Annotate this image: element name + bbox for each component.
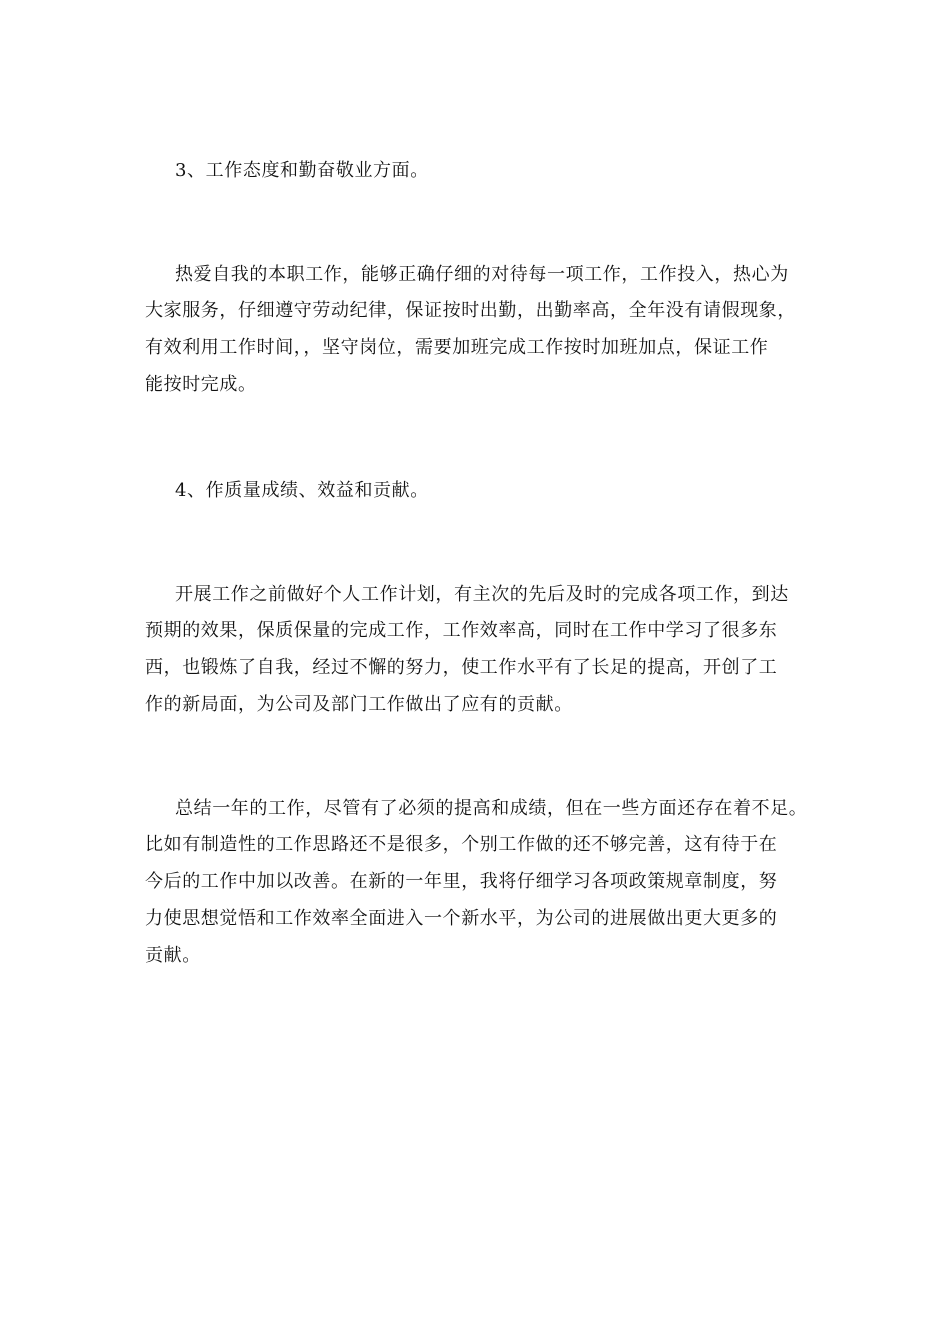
paragraph-line: 力使思想觉悟和工作效率全面进入一个新水平，为公司的进展做出更大更多的 [145,908,778,929]
paragraph-line: 开展工作之前做好个人工作计划，有主次的先后及时的完成各项工作，到达 [175,584,789,605]
paragraph-line: 贡献。 [145,945,201,966]
paragraph-line: 作的新局面，为公司及部门工作做出了应有的贡献。 [145,694,573,715]
paragraph-line: 能按时完成。 [145,374,257,395]
paragraph-line: 今后的工作中加以改善。在新的一年里，我将仔细学习各项政策规章制度，努 [145,871,778,892]
section-heading-4: 4、作质量成绩、效益和贡献。 [175,480,429,501]
paragraph-line: 预期的效果，保质保量的完成工作，工作效率高，同时在工作中学习了很多东 [145,620,778,641]
paragraph-line: 热爱自我的本职工作，能够正确仔细的对待每一项工作，工作投入，热心为 [175,264,789,285]
paragraph-line: 比如有制造性的工作思路还不是很多，个别工作做的还不够完善，这有待于在 [145,834,778,855]
paragraph-line: 有效利用工作时间，，坚守岗位，需要加班完成工作按时加班加点，保证工作 [145,337,769,358]
paragraph-line: 总结一年的工作，尽管有了必须的提高和成绩，但在一些方面还存在着不足。 [175,798,808,819]
paragraph-line: 大家服务，仔细遵守劳动纪律，保证按时出勤，出勤率高，全年没有请假现象， [145,300,796,321]
section-heading-3: 3、工作态度和勤奋敬业方面。 [175,160,429,181]
paragraph-line: 西，也锻炼了自我，经过不懈的努力，使工作水平有了长足的提高，开创了工 [145,657,778,678]
